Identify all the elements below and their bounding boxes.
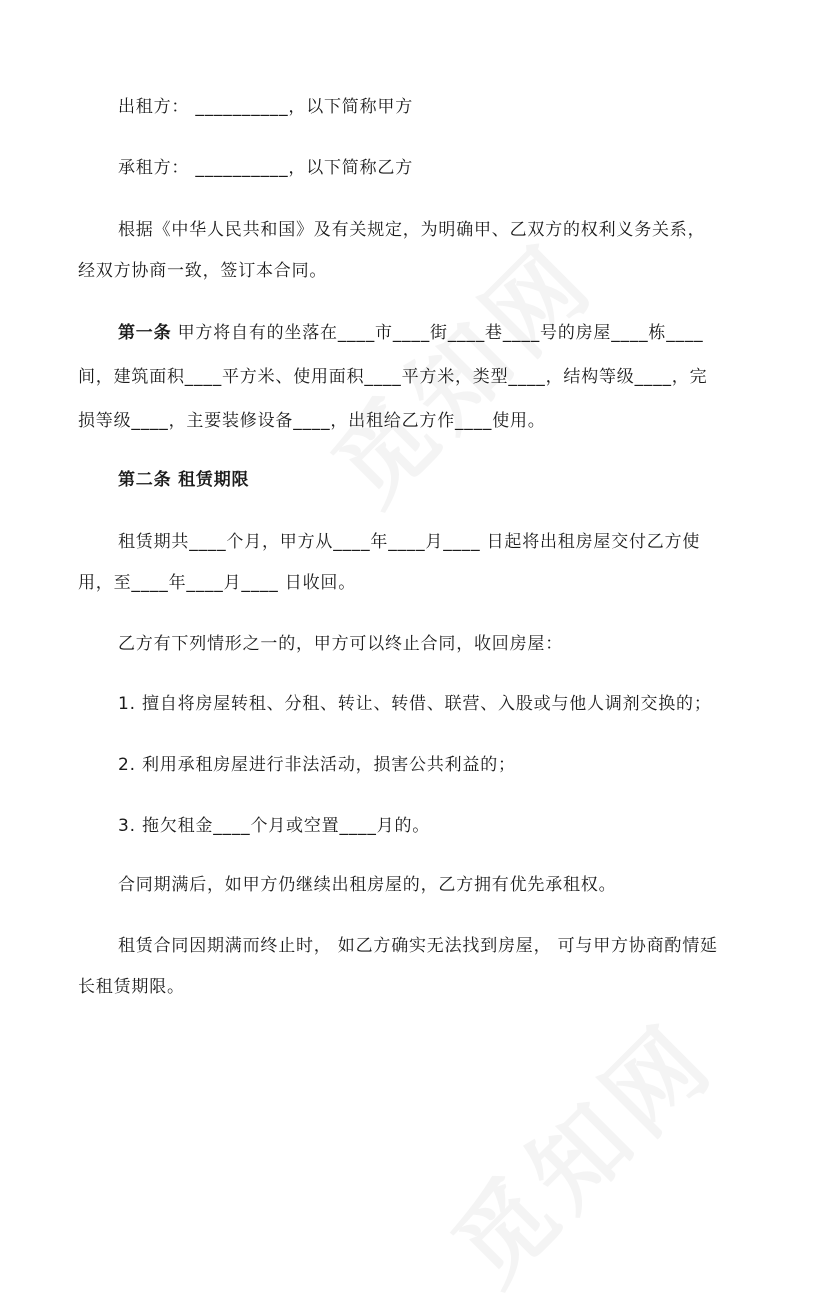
extension-line: 长租赁期限。 (78, 977, 185, 997)
list-item-number: 3. (118, 816, 136, 836)
lessee-line: 承租方： __________，以下简称乙方 (118, 158, 414, 178)
list-item-text: 拖欠租金____个月或空置____月的。 (142, 816, 431, 836)
preamble-line: 根据《中华人民共和国》及有关规定，为明确甲、乙双方的权利义务关系， (118, 220, 706, 240)
list-item-number: 1. (118, 694, 136, 714)
list-item (118, 753, 516, 777)
termination-intro: 乙方有下列情形之一的，甲方可以终止合同，收回房屋： (118, 634, 563, 654)
watermark (418, 988, 740, 1309)
article2-line: 租赁期共____个月，甲方从____年____月____ 日起将出租房屋交付乙方使 (118, 532, 701, 552)
article1-heading: 第一条 (118, 323, 172, 343)
list-item (118, 692, 712, 716)
article2-heading: 第二条 租赁期限 (118, 470, 250, 490)
priority-line: 合同期满后，如甲方仍继续出租房屋的，乙方拥有优先承租权。 (118, 875, 617, 895)
list-item (118, 814, 430, 838)
list-item-text: 擅自将房屋转租、分租、转让、转借、联营、入股或与他人调剂交换的； (142, 694, 712, 714)
article1-line: 间，建筑面积____平方米、使用面积____平方米，类型____，结构等级____，完 (78, 367, 708, 387)
extension-line: 租赁合同因期满而终止时， 如乙方确实无法找到房屋， 可与甲方协商酌情延 (118, 936, 718, 956)
list-item-number: 2. (118, 755, 136, 775)
article2-line: 用，至____年____月____ 日收回。 (78, 573, 357, 593)
article1-text: 甲方将自有的坐落在____市____街____巷____号的房屋____栋____ (177, 323, 704, 343)
article1-line (118, 321, 703, 345)
article1-line: 损等级____，主要装修设备____，出租给乙方作____使用。 (78, 411, 546, 431)
lessor-line: 出租方： __________，以下简称甲方 (118, 97, 414, 117)
preamble-line: 经双方协商一致，签订本合同。 (78, 261, 328, 281)
list-item-text: 利用承租房屋进行非法活动，损害公共利益的； (142, 755, 516, 775)
